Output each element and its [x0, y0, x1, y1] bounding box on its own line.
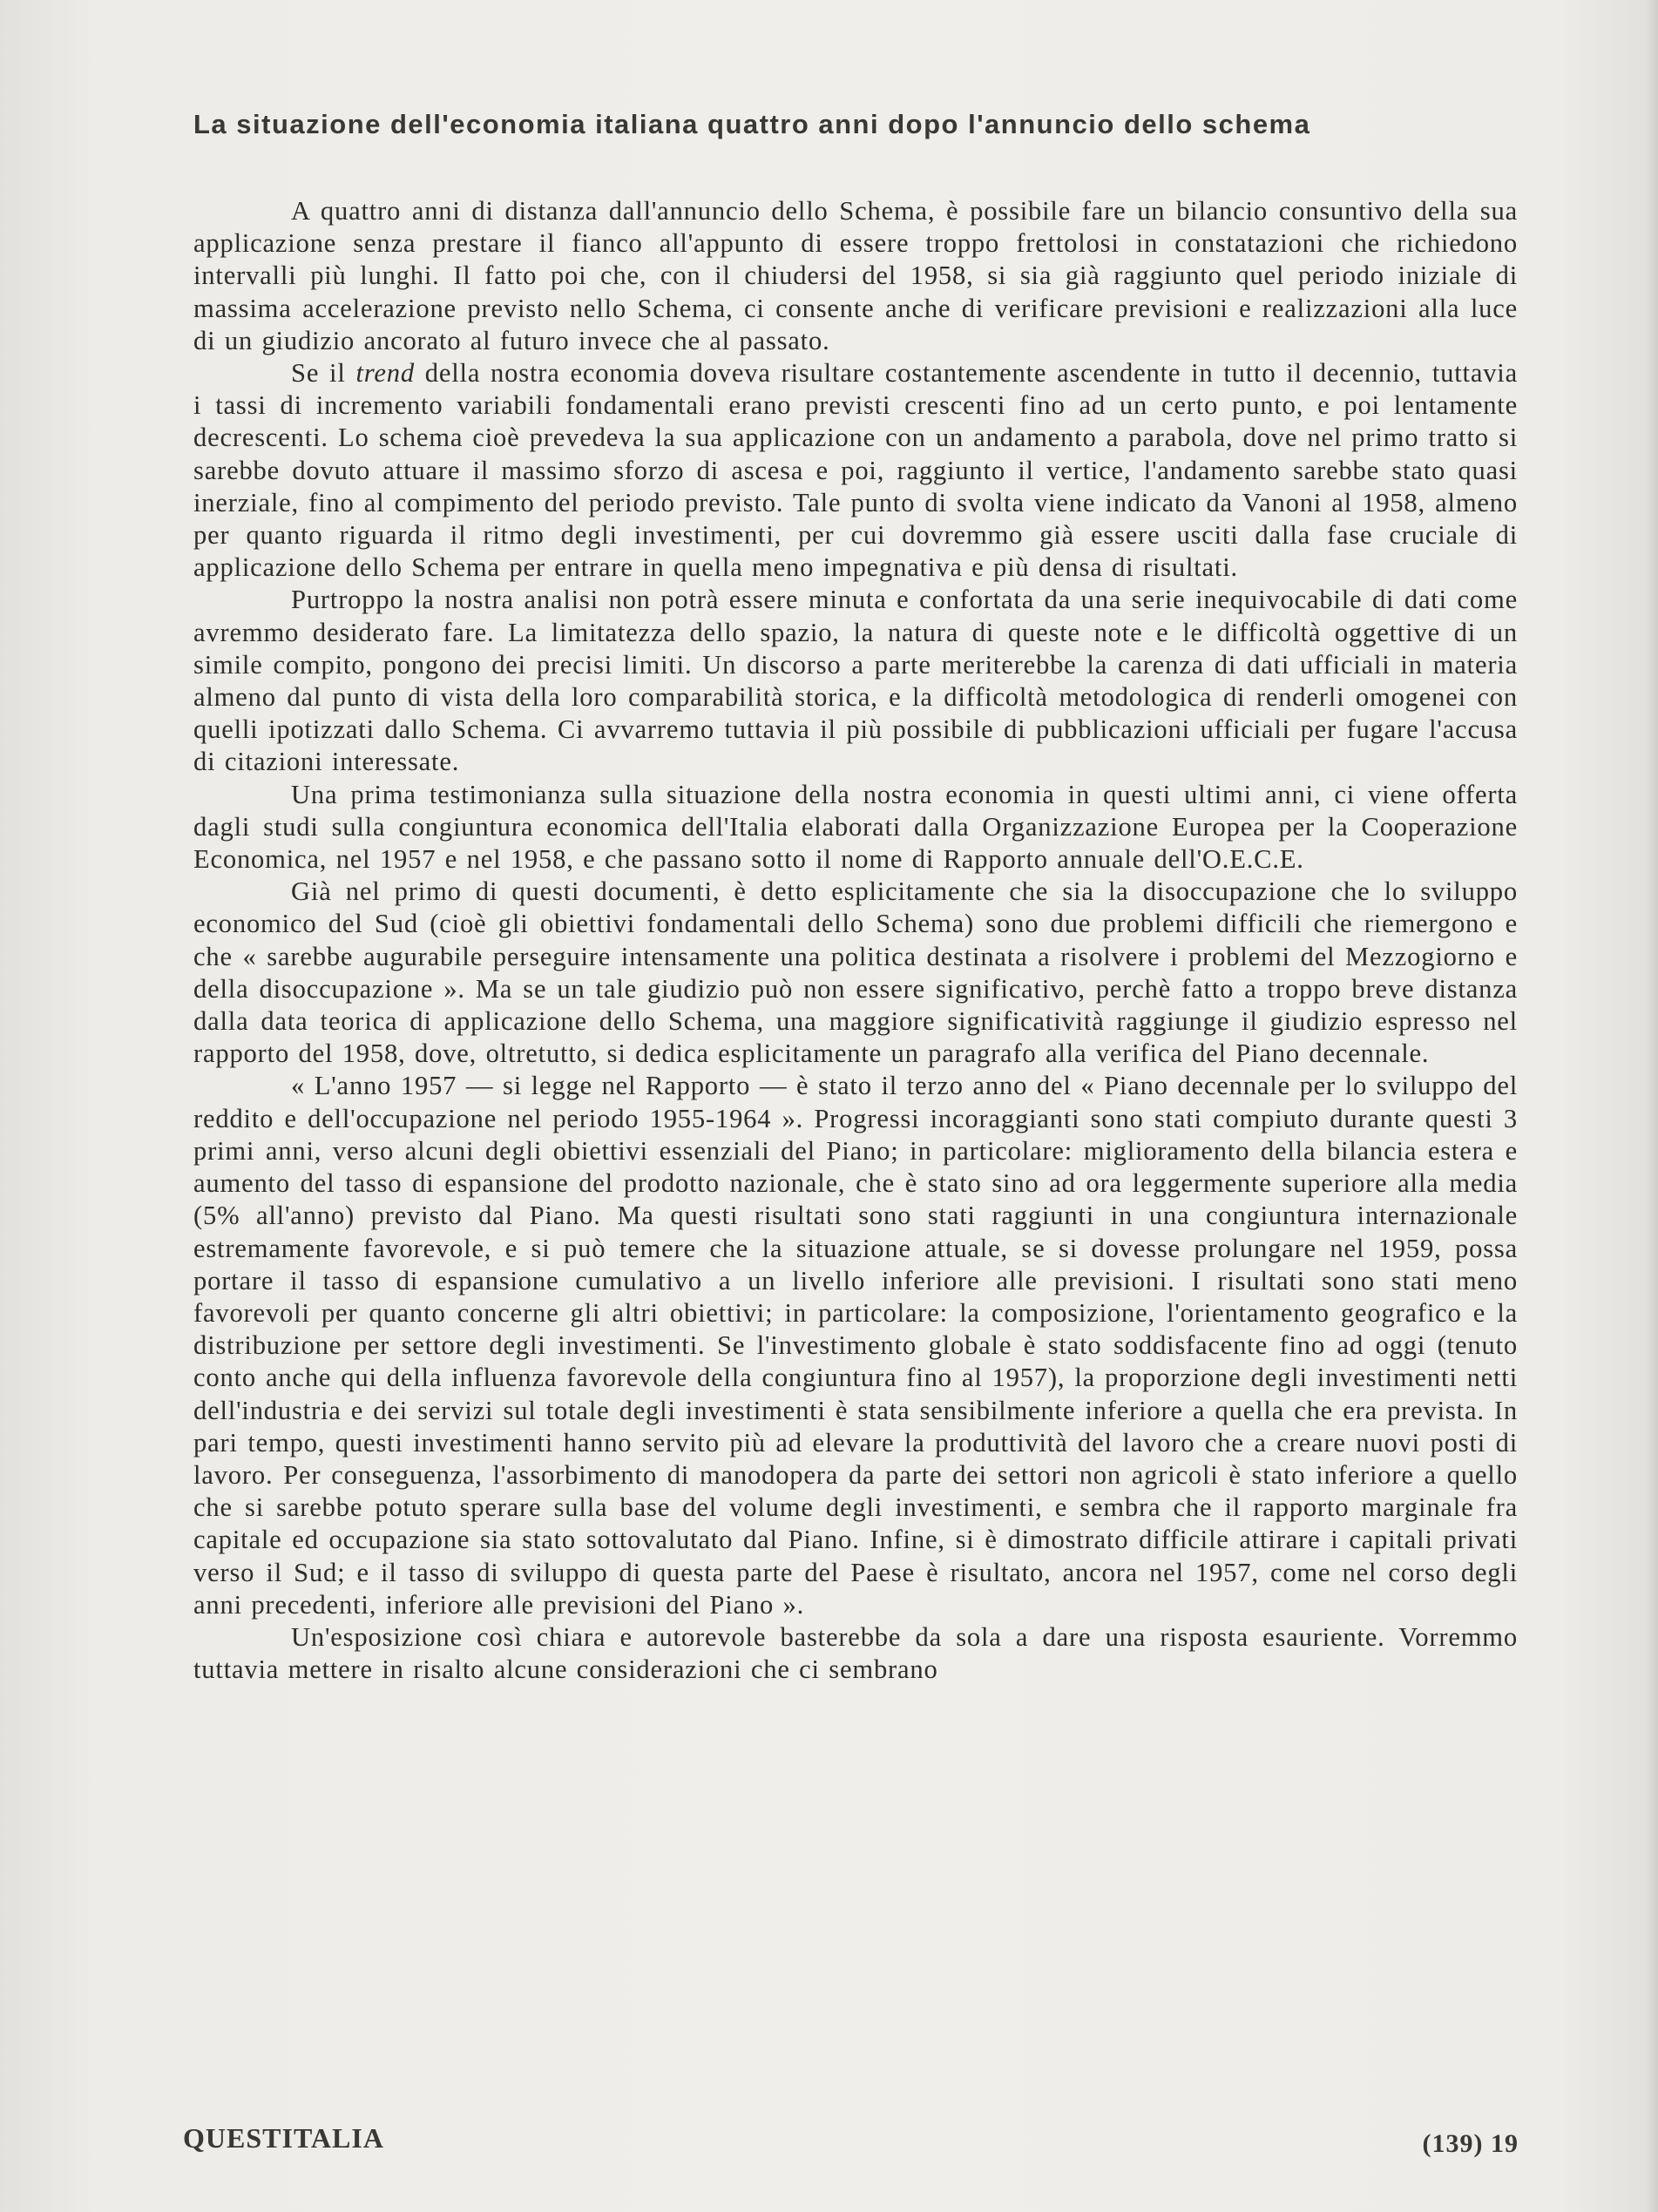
journal-name: QUESTITALIA — [183, 2122, 384, 2154]
paragraph-5: Già nel primo di questi documenti, è detto esplicitamente che sia la disoccupazione che lo sviluppo economico del Sud (cioè gli obiettivi fondamentali dello Schema) sono due problemi difficili che riemergono e che « sarebbe augurabile perseguire intensamente una politica destinata a risolvere i problemi del Mezzogiorno e della disoccupazione ». Ma se un tale giudizio può non essere significativo, perchè fatto a troppo breve distanza dalla data teorica di applicazione dello Schema, una maggiore significatività raggiunge il giudizio espresso nel rapporto del 1958, dove, oltretutto, si dedica esplicitamente un paragrafo alla verifica del Piano decennale. — [193, 876, 1518, 1069]
paragraph-2-rest: della nostra economia doveva risultare costantemente ascendente in tutto il decennio, tuttavia i tassi di incremento variabili fondamentali erano previsti crescenti fino ad un certo punto, e poi lentamente decrescenti. Lo schema cioè prevedeva la sua applicazione con un andamento a parabola, dove nel primo tratto si sarebbe dovuto attuare il massimo sforzo di ascesa e poi, raggiunto il vertice, l'andamento sarebbe stato quasi inerziale, fino al compimento del periodo previsto. Tale punto di svolta viene indicato da Vanoni al 1958, almeno per quanto riguarda il ritmo degli investimenti, per cui dovremmo già essere usciti dalla fase cruciale di applicazione dello Schema per entrare in quella meno impegnativa e più densa di risultati. — [193, 358, 1518, 583]
paragraph-3: Purtroppo la nostra analisi non potrà essere minuta e confortata da una serie inequivocabile di dati come avremmo desiderato fare. La limitatezza dello spazio, la natura di queste note e le difficoltà oggettive di un simile compito, pongono dei precisi limiti. Un discorso a parte meriterebbe la carenza di dati ufficiali in materia almeno dal punto di vista della loro comparabilità storica, e la difficoltà metodologica di renderli omogenei con quelli ipotizzati dallo Schema. Ci avvarremo tuttavia il più possibile di pubblicazioni ufficiali per fugare l'accusa di citazioni interessate. — [193, 585, 1518, 777]
paragraph-1: A quattro anni di distanza dall'annuncio dello Schema, è possibile fare un bilancio consuntivo della sua applicazione senza prestare il fianco all'appunto di essere troppo frettolosi in constatazioni che richiedono intervalli più lunghi. Il fatto poi che, con il chiudersi del 1958, si sia già raggiunto quel periodo iniziale di massima accelerazione previsto nello Schema, ci consente anche di verificare previsioni e realizzazioni alla luce di un giudizio ancorato al futuro invece che al passato. — [193, 196, 1518, 355]
paragraph-4: Una prima testimonianza sulla situazione della nostra economia in questi ultimi anni, ci viene offerta dagli studi sulla congiuntura economica dell'Italia elaborati dalla Organizzazione Europea per la Cooperazione Economica, nel 1957 e nel 1958, e che passano sotto il nome di Rapporto annuale dell'O.E.C.E. — [193, 779, 1518, 875]
article-heading: La situazione dell'economia italiana quattro anni dopo l'annuncio dello schema — [193, 109, 1311, 139]
paragraph-2-start: Se il — [291, 358, 356, 389]
trend-emphasis: trend — [355, 358, 415, 389]
paragraph-2 — [193, 357, 1518, 584]
paragraph-6-quotation: « L'anno 1957 — si legge nel Rapporto — è stato il terzo anno del « Piano decennale per lo sviluppo del reddito e dell'occupazione nel periodo 1955-1964 ». Progressi incoraggianti sono stati compiuto durante questi 3 primi anni, verso alcuni degli obiettivi essenziali del Piano; in particolare: miglioramento della bilancia estera e aumento del tasso di espansione del prodotto nazionale, che è stato sino ad ora leggermente superiore alla media (5% all'anno) previsto dal Piano. Ma questi risultati sono stati raggiunti in una congiuntura internazionale estremamente favorevole, e si può temere che la situazione attuale, se si dovesse prolungare nel 1959, possa portare il tasso di espansione cumulativo a un livello inferiore alle previsioni. I risultati sono stati meno favorevoli per quanto concerne gli altri obiettivi; in particolare: la composizione, l'orientamento geografico e la distribuzione per settore degli investimenti. Se l'investimento globale è stato soddisfacente fino ad oggi (tenuto conto anche qui della influenza favorevole della congiuntura fino al 1957), la proporzione degli investimenti netti dell'industria e dei servizi sul totale degli investimenti è stata sensibilmente inferiore a quella che era prevista. In pari tempo, questi investimenti hanno servito più ad elevare la produttività del lavoro che a creare nuovi posti di lavoro. Per conseguenza, l'assorbimento di manodopera da parte dei settori non agricoli è stato inferiore a quello che si sarebbe potuto sperare sulla base del volume degli investimenti, e sembra che il rapporto marginale fra capitale ed occupazione sia stato sottovalutato dal Piano. Infine, si è dimostrato difficile attirare i capitali privati verso il Sud; e il tasso di sviluppo di questa parte del Paese è risultato, ancora nel 1957, come nel corso degli anni precedenti, inferiore alle previsioni del Piano ». — [193, 1071, 1518, 1620]
article-body — [193, 105, 1518, 1686]
paragraph-7: Un'esposizione così chiara e autorevole basterebbe da sola a dare una risposta esauriente. Vorremmo tuttavia mettere in risalto alcune considerazioni che ci sembrano — [193, 1621, 1518, 1685]
page-number: (139) 19 — [1422, 2129, 1519, 2158]
